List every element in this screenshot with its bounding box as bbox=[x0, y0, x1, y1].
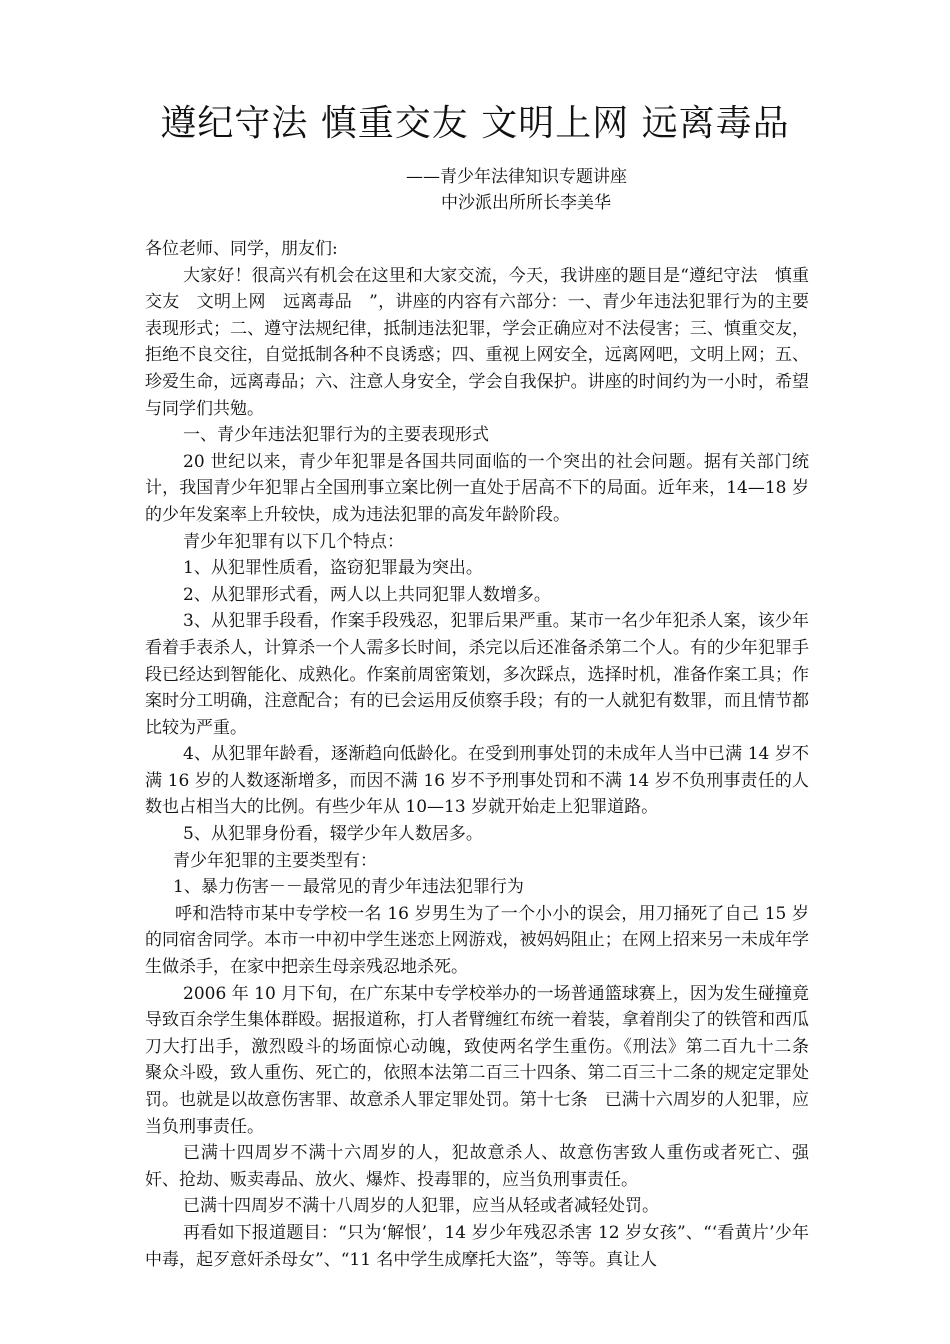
paragraph: 青少年犯罪的主要类型有： bbox=[173, 850, 377, 871]
paragraph: 大家好！很高兴有机会在这里和大家交流，今天，我讲座的题目是“遵纪守法 慎重交友 文明上网 远离毒品 ”，讲座的内容有六部分：一、青少年违法犯罪行为的主要表现形式；二、遵守法规纪律，抵制违法犯罪，学会正确应对不法侵害；三、慎重交友，拒绝不良交往，自觉抵制各种不良诱惑；四、重视上网安全，远离网吧，文明上网；五、珍爱生命，远离毒品；六、注意人身安全，学会自我保护。讲座的时间约为一小时，希望与同学们共勉。 bbox=[145, 265, 809, 419]
paragraph: 20 世纪以来，青少年犯罪是各国共同面临的一个突出的社会问题。据有关部门统计，我国青少年犯罪占全国刑事立案比例一直处于居高不下的局面。近年来，14—18 岁的少年发案率上升较快，成为违法犯罪的高发年龄阶段。 bbox=[145, 451, 809, 525]
list-item: 2、从犯罪形式看，两人以上共同犯罪人数增多。 bbox=[183, 584, 551, 605]
paragraph: 呼和浩特市某中专学校一名 16 岁男生为了一个小小的误会，用刀捅死了自己 15 岁的同宿舍同学。本市一中初中学生迷恋上网游戏，被妈妈阻止；在网上招来另一未成年学生做杀手，在家中把亲生母亲残忍地杀死。 bbox=[145, 903, 809, 978]
document-body bbox=[145, 236, 826, 1273]
salutation: 各位老师、同学，朋友们: bbox=[145, 239, 338, 259]
section-heading: 一、青少年违法犯罪行为的主要表现形式 bbox=[183, 425, 489, 446]
list-item: 3、从犯罪手段看，作案手段残忍，犯罪后果严重。某市一名少年犯杀人案，该少年看着手表杀人，计算杀一个人需多长时间，杀完以后还准备杀第二个人。有的少年犯罪手段已经达到智能化、成熟化。作案前周密策划，多次踩点，选择时机，准备作案工具；作案时分工明确，注意配合；有的已会运用反侦察手段；有的一人就犯有数罪，而且情节都比较为严重。 bbox=[145, 611, 809, 738]
document-subtitle: ——青少年法律知识专题讲座 bbox=[406, 167, 627, 187]
list-item: 5、从犯罪身份看，辍学少年人数居多。 bbox=[183, 824, 483, 845]
document-author: 中沙派出所所长李美华 bbox=[441, 193, 611, 213]
paragraph: 再看如下报道题目：“只为‘解恨’，14 岁少年残忍杀害 12 岁女孩”、“‘看黄片’少年中毒，起歹意奸杀母女”、“11 名中学生成摩托大盗”，等等。真让人 bbox=[145, 1222, 809, 1270]
paragraph: 2006 年 10 月下旬，在广东某中专学校举办的一场普通篮球赛上，因为发生碰撞竟导致百余学生集体群殴。据报道称，打人者臂缠红布统一着装，拿着削尖了的铁管和西瓜刀大打出手，激烈殴斗的场面惊心动魄，致使两名学生重伤。《刑法》第二百九十二条 聚众斗殴，致人重伤、死亡的，依照本法第二百三十四条、第二百三十二条的规定定罪处罚。也就是以故意伤害罪、故意杀人罪定罪处罚。第十七条 已满十六周岁的人犯罪，应当负刑事责任。 bbox=[145, 983, 826, 1137]
list-item: 1、暴力伤害－－最常见的青少年违法犯罪行为 bbox=[173, 877, 524, 898]
paragraph: 已满十四周岁不满十八周岁的人犯罪，应当从轻或者减轻处罚。 bbox=[183, 1196, 659, 1217]
paragraph: 青少年犯罪有以下几个特点： bbox=[183, 531, 404, 552]
list-item: 1、从犯罪性质看，盗窃犯罪最为突出。 bbox=[183, 558, 483, 579]
document-title: 遵纪守法 慎重交友 文明上网 远离毒品 bbox=[160, 103, 790, 144]
list-item: 4、从犯罪年龄看，逐渐趋向低龄化。在受到刑事处罚的未成年人当中已满 14 岁不满 16 岁的人数逐渐增多，而因不满 16 岁不予刑事处罚和不满 14 岁不负刑事责任的人数也占相当大的比例。有些少年从 10—13 岁就开始走上犯罪道路。 bbox=[145, 744, 809, 818]
paragraph: 已满十四周岁不满十六周岁的人，犯故意杀人、故意伤害致人重伤或者死亡、强奸、抢劫、贩卖毒品、放火、爆炸、投毒罪的，应当负刑事责任。 bbox=[145, 1143, 809, 1190]
